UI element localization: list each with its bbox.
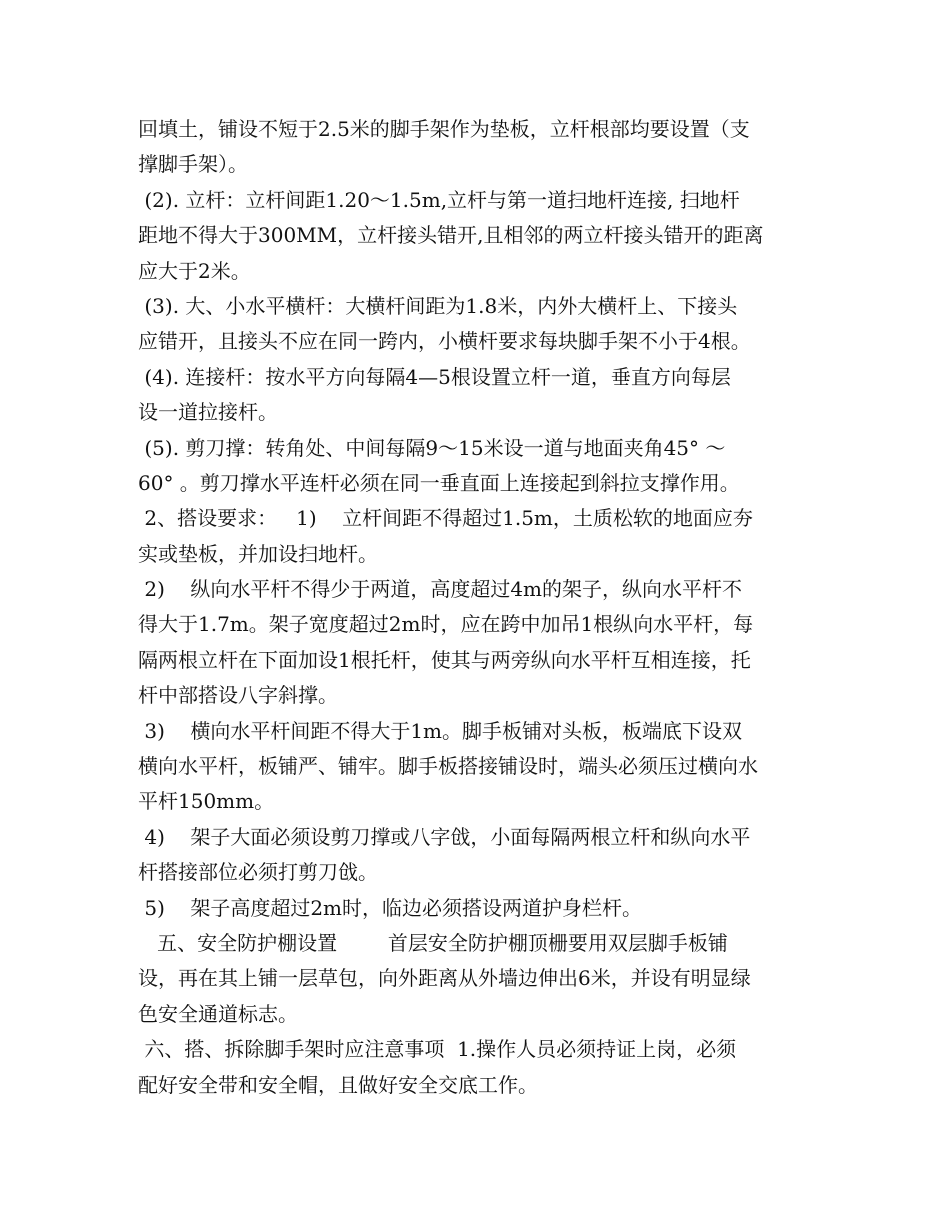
text-line: 杆搭接部位必须打剪刀戗。 [138,860,378,885]
text-line: 距地不得大于300MM，立杆接头错开,且相邻的两立杆接头错开的距离 [138,223,764,248]
text-line: (2). 立杆：立杆间距1.20～1.5m,立杆与第一道扫地杆连接, 扫地杆 [138,187,740,212]
document-body [138,112,818,1103]
text-line: (3). 大、小水平横杆：大横杆间距为1.8米，内外大横杆上、下接头 [138,293,738,318]
text-line: 平杆150mm。 [138,789,275,814]
text-line: 配好安全带和安全帽，且做好安全交底工作。 [138,1072,538,1097]
text-line: 应大于2米。 [138,258,251,283]
text-line: 应错开，且接头不应在同一跨内，小横杆要求每块脚手架不小于4根。 [138,329,751,354]
text-line: 设，再在其上铺一层草包，向外距离从外墙边伸出6米，并设有明显绿 [138,966,751,991]
text-line: 撑脚手架）。 [138,152,248,177]
text-line: (5). 剪刀撑：转角处、中间每隔9～15米设一道与地面夹角45° ～ [138,435,726,460]
text-line: 设一道拉接杆。 [138,400,278,425]
text-line: 横向水平杆，板铺严、铺牢。脚手板搭接铺设时，端头必须压过横向水 [138,754,758,779]
text-line: 六、搭、拆除脚手架时应注意事项 1.操作人员必须持证上岗，必须 [138,1037,737,1062]
text-line: 3) 横向水平杆间距不得大于1m。脚手板铺对头板，板端底下设双 [138,718,743,743]
text-line: 五、安全防护棚设置 首层安全防护棚顶栅要用双层脚手板铺 [138,930,728,955]
text-line: 2) 纵向水平杆不得少于两道，高度超过4m的架子，纵向水平杆不 [138,577,743,602]
text-line: 5) 架子高度超过2m时，临边必须搭设两道护身栏杆。 [138,895,643,920]
text-line: 杆中部搭设八字斜撑。 [138,683,338,708]
text-line: (4). 连接杆：按水平方向每隔4—5根设置立杆一道，垂直方向每层 [138,364,731,389]
text-line: 隔两根立杆在下面加设1根托杆，使其与两旁纵向水平杆互相连接，托 [138,647,751,672]
text-line: 得大于1.7m。架子宽度超过2m时，应在跨中加吊1根纵向水平杆，每 [138,612,754,637]
text-line: 色安全通道标志。 [138,1001,298,1026]
text-line: 2、搭设要求： 1) 立杆间距不得超过1.5m，土质松软的地面应夯 [138,506,753,531]
text-line: 60° 。剪刀撑水平连杆必须在同一垂直面上连接起到斜拉支撑作用。 [138,470,740,495]
text-line: 实或垫板，并加设扫地杆。 [138,541,378,566]
text-line: 4) 架子大面必须设剪刀撑或八字戗，小面每隔两根立杆和纵向水平 [138,824,751,849]
text-line: 回填土，铺设不短于2.5米的脚手架作为垫板，立杆根部均要设置（支 [138,117,750,141]
